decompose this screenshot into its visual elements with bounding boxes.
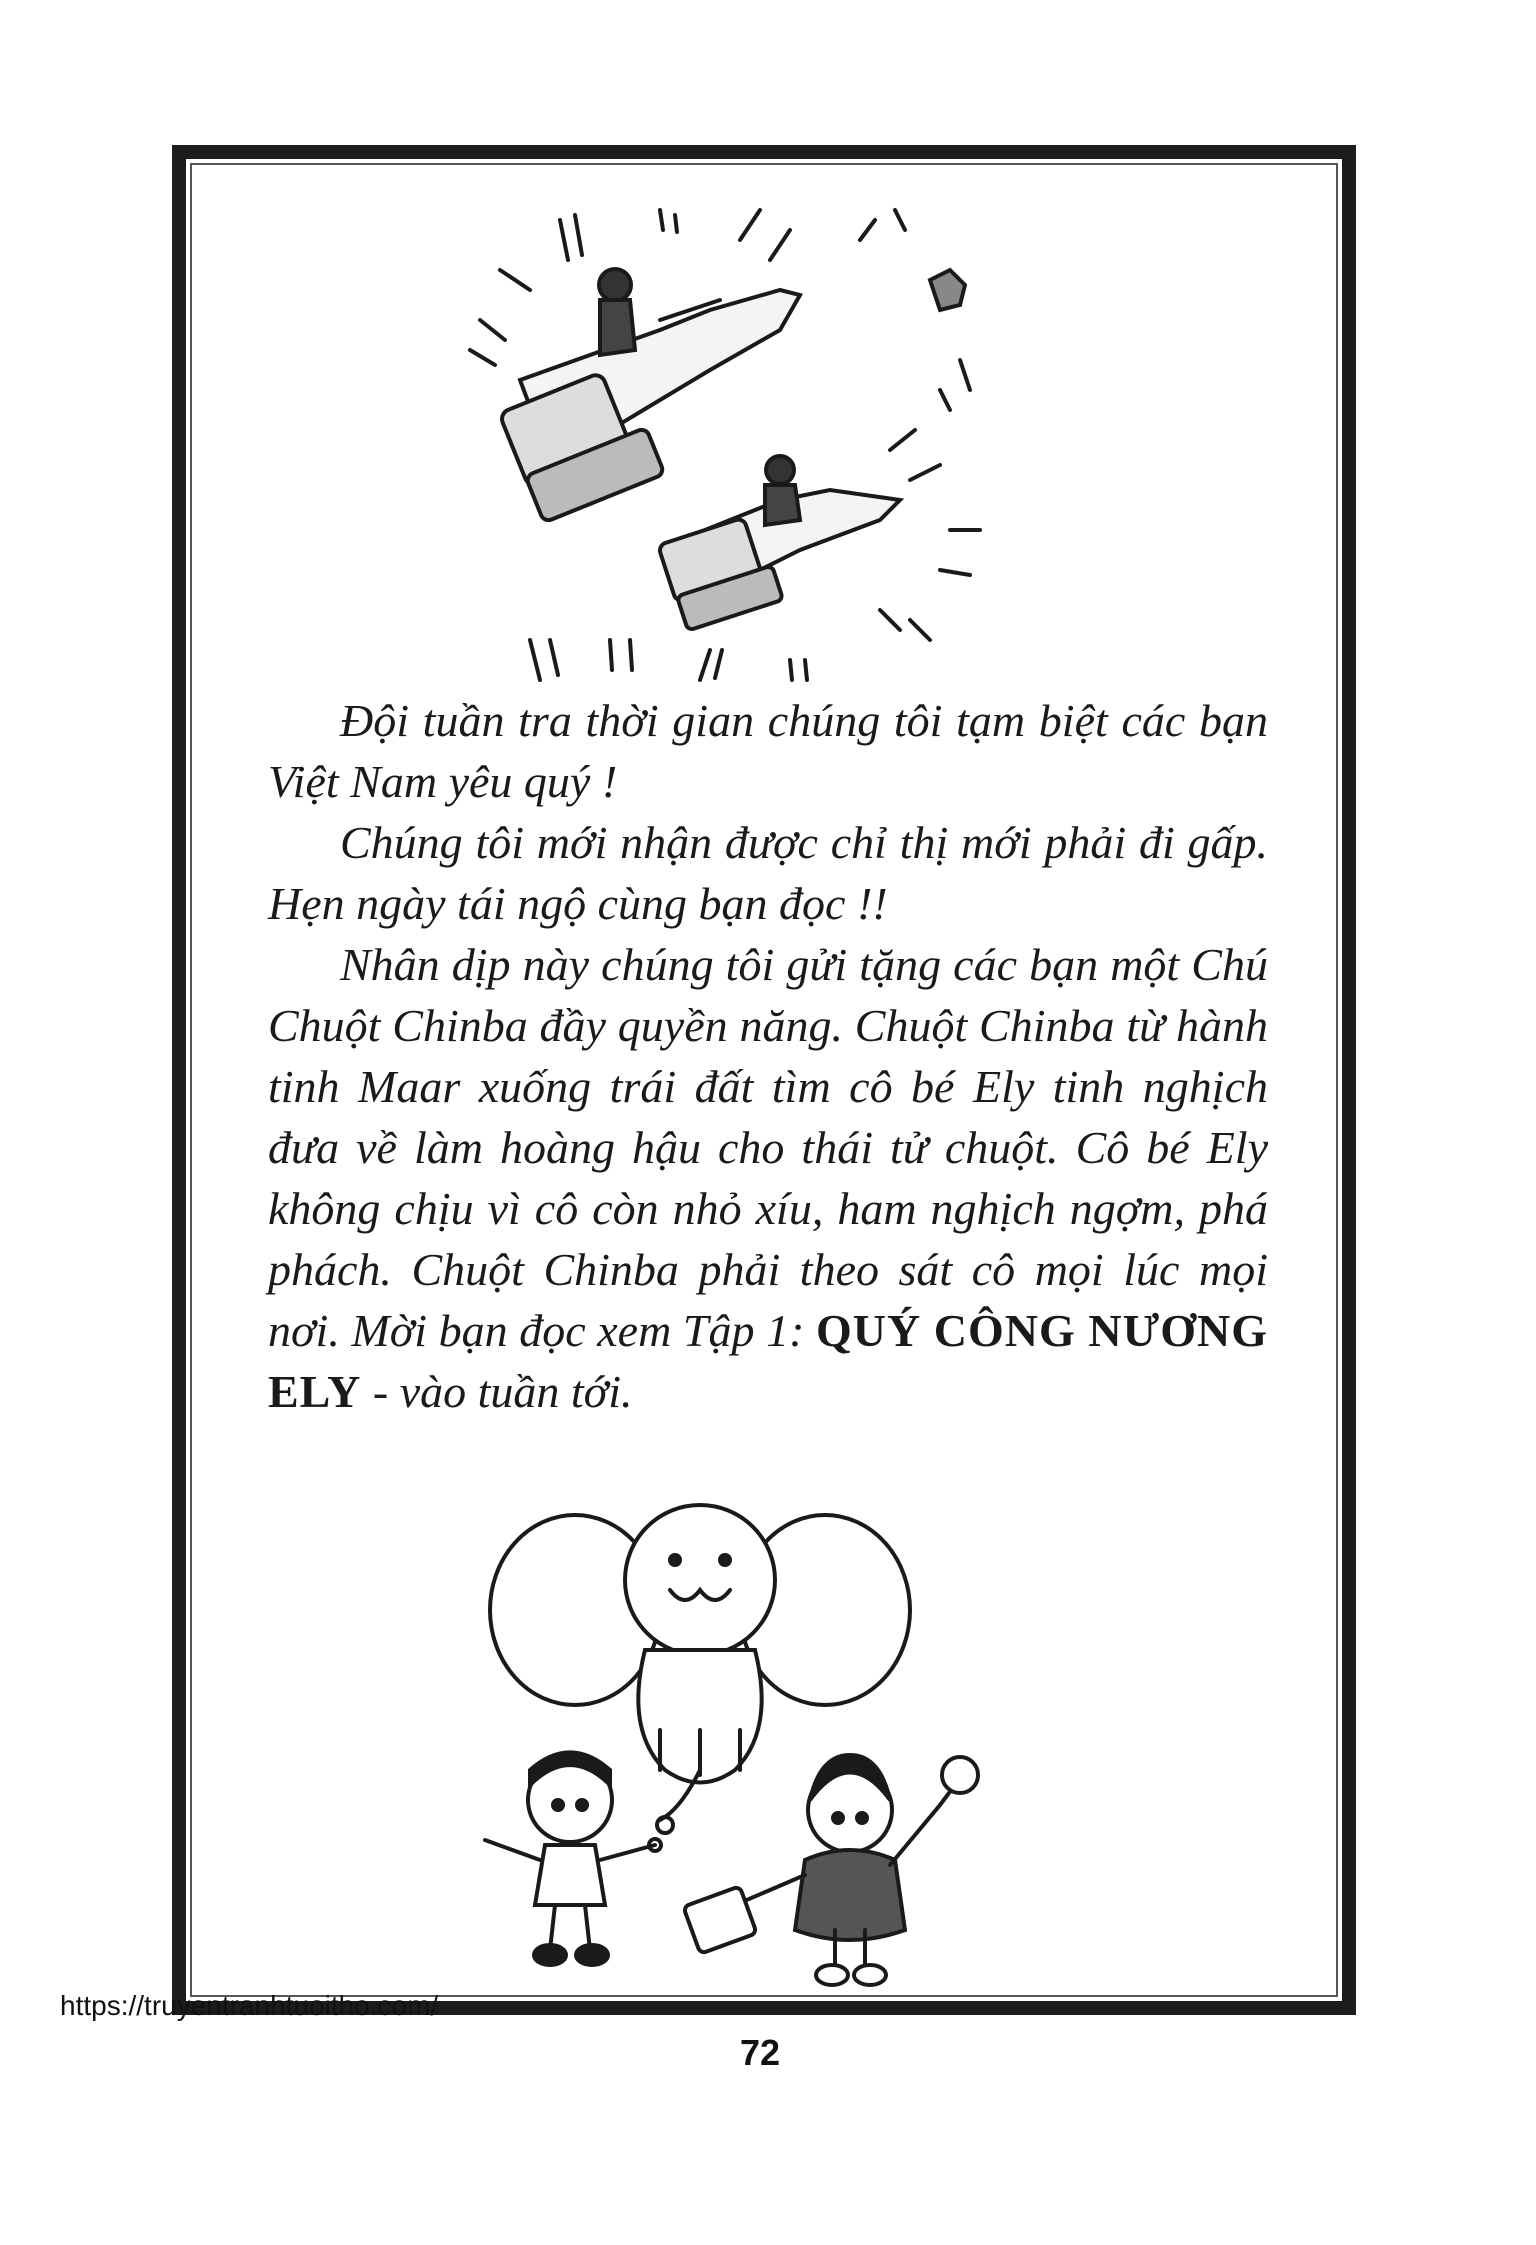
mouse-head [625,1505,775,1655]
story-paragraph-3-end: - vào tuần tới. [361,1366,633,1417]
watermark-url: https://truyentranhtuoitho.com/ [60,1990,439,2021]
rocket-riders-illustration [460,200,1040,700]
page-number: 72 [740,2032,781,2073]
story-paragraph-1: Đội tuần tra thời gian chúng tôi tạm biệt các bạn Việt Nam yêu quý ! [268,695,1268,807]
story-paragraph-3-body: Nhân dịp này chúng tôi gửi tặng các bạn một Chú Chuột Chinba đầy quyền năng. Chuột Chinba từ hành tinh Maar xuống trái đất tìm cô bé Ely tinh nghịch đưa về làm hoàng hậu cho thái tử chuột. Cô bé Ely không chịu vì cô còn nhỏ xíu, ham nghịch ngợm, phá phách. Chuột Chinba phải theo sát cô mọi lúc mọi nơi. Mời bạn đọc xem Tập 1: [268,939,1268,1356]
child-boy [485,1753,655,1966]
story-paragraph-2: Chúng tôi mới nhận được chỉ thị mới phải đi gấp. Hẹn ngày tái ngộ cùng bạn đọc !! [268,817,1268,929]
child-girl [683,1755,978,1985]
rocket-vehicle-2 [658,456,900,631]
next-volume-title: QUÝ CÔNG NƯƠNG ELY [268,1305,1268,1417]
chinba-mouse-illustration [460,1500,1020,2000]
story-text [268,690,1268,1422]
rocket-vehicle-1 [499,269,800,523]
flying-debris-icon [930,270,965,310]
story-paragraph-3 [268,934,1268,1422]
